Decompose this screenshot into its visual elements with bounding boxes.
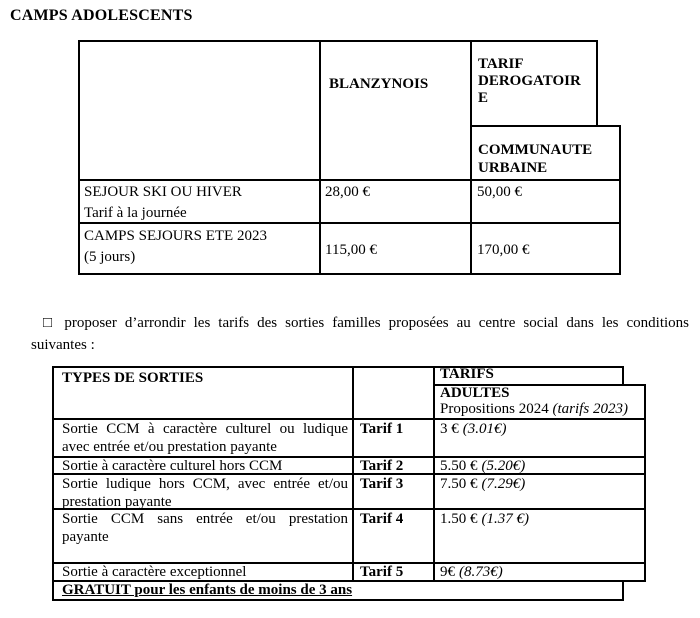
table1-border bbox=[596, 40, 598, 127]
table2-row-label bbox=[62, 563, 348, 581]
tarif-level-label: Tarif 3 bbox=[360, 476, 404, 492]
table1-border bbox=[78, 40, 80, 275]
price-2024: 9€ bbox=[440, 564, 455, 580]
row-label-line: Tarif à la journée bbox=[84, 205, 187, 221]
price-2024: 5.50 € bbox=[440, 458, 478, 474]
column-header-communaute-urbaine: COMMUNAUTE URBAINE bbox=[478, 142, 593, 176]
price-2024: 1.50 € bbox=[440, 511, 478, 527]
table2-border bbox=[52, 366, 54, 601]
table1-border bbox=[78, 273, 621, 275]
table2-border bbox=[622, 366, 624, 386]
price-2023: (1.37 €) bbox=[481, 511, 529, 527]
table1-cell-value: 170,00 € bbox=[477, 242, 530, 258]
table2-row-label bbox=[62, 475, 348, 511]
tarif-level-label: Tarif 2 bbox=[360, 458, 404, 474]
column-header-blanzynois: BLANZYNOIS bbox=[329, 76, 429, 92]
header-line: DEROGATOIR bbox=[478, 73, 581, 89]
column-header-tarif-derogatoire bbox=[478, 56, 581, 107]
checkbox-icon: □ bbox=[43, 315, 57, 331]
row-label-line: Sortie à caractère exceptionnel bbox=[62, 564, 247, 580]
row-label-line: prestation payante bbox=[62, 494, 172, 510]
propositions-label: Propositions 2024 bbox=[440, 401, 549, 417]
tarif-level-label: Tarif 5 bbox=[360, 564, 404, 580]
table2-row-label bbox=[62, 420, 348, 456]
table1-border bbox=[78, 179, 621, 181]
header-line: E bbox=[478, 90, 489, 106]
tarif-level-label: Tarif 4 bbox=[360, 511, 404, 527]
price-2023: (5.20€) bbox=[481, 458, 526, 474]
paragraph-line bbox=[31, 312, 689, 334]
tarif-value bbox=[440, 475, 525, 493]
table1-border bbox=[619, 125, 621, 275]
table2-row-label bbox=[62, 510, 348, 546]
table2-border bbox=[352, 366, 354, 582]
table2-border bbox=[433, 366, 435, 582]
tarif-value bbox=[440, 563, 503, 581]
tarif-value bbox=[440, 457, 525, 475]
column-header-adultes: ADULTES bbox=[440, 385, 510, 401]
price-2024: 3 € bbox=[440, 421, 459, 437]
row-label-line: Sortie CCM à caractère culturel ou ludique bbox=[62, 421, 348, 437]
column-header-propositions bbox=[440, 401, 628, 418]
gratuit-footer: GRATUIT pour les enfants de moins de 3 ans bbox=[62, 582, 353, 598]
tarif-level-label: Tarif 1 bbox=[360, 421, 404, 437]
table1-cell-value: 50,00 € bbox=[477, 184, 522, 200]
price-2023: (8.73€) bbox=[459, 564, 503, 580]
paragraph-text: proposer d’arrondir les tarifs des sorties familles proposées au centre social dans les conditions bbox=[64, 315, 690, 331]
table1-cell-value: 115,00 € bbox=[325, 242, 377, 258]
table1-border bbox=[470, 125, 621, 127]
column-header-types-de-sorties: TYPES DE SORTIES bbox=[62, 370, 204, 386]
table2-border bbox=[644, 384, 646, 582]
page-title: CAMPS ADOLESCENTS bbox=[10, 7, 193, 24]
table2-border bbox=[622, 580, 624, 601]
table1-border bbox=[78, 40, 598, 42]
proposal-paragraph bbox=[31, 312, 689, 356]
table2-row-label bbox=[62, 457, 348, 475]
price-2023: (3.01€) bbox=[462, 421, 507, 437]
row-label-line: payante bbox=[62, 529, 109, 545]
table1-border bbox=[319, 40, 321, 275]
row-label-line: Sortie ludique hors CCM, avec entrée et/ou bbox=[62, 476, 348, 492]
row-label-line: Sortie à caractère culturel hors CCM bbox=[62, 458, 283, 474]
propositions-old-label: (tarifs 2023) bbox=[552, 401, 628, 417]
row-label-line: CAMPS SEJOURS ETE 2023 bbox=[84, 228, 267, 244]
table1-row-label bbox=[84, 182, 242, 224]
tarif-value bbox=[440, 510, 529, 528]
tarif-value bbox=[440, 420, 507, 438]
price-2023: (7.29€) bbox=[481, 476, 526, 492]
row-label-line: Sortie CCM sans entrée et/ou prestation bbox=[62, 511, 348, 527]
row-label-line: (5 jours) bbox=[84, 249, 136, 265]
column-header-tarifs: TARIFS bbox=[440, 366, 494, 382]
paragraph-line: suivantes : bbox=[31, 337, 95, 353]
table2-border bbox=[52, 599, 624, 601]
table1-row-label bbox=[84, 226, 267, 268]
row-label-line: avec entrée et/ou prestation payante bbox=[62, 439, 277, 455]
table1-cell-value: 28,00 € bbox=[325, 184, 370, 200]
table1-border bbox=[470, 40, 472, 275]
price-2024: 7.50 € bbox=[440, 476, 478, 492]
row-label-line: SEJOUR SKI OU HIVER bbox=[84, 184, 242, 200]
header-line: TARIF bbox=[478, 56, 524, 72]
